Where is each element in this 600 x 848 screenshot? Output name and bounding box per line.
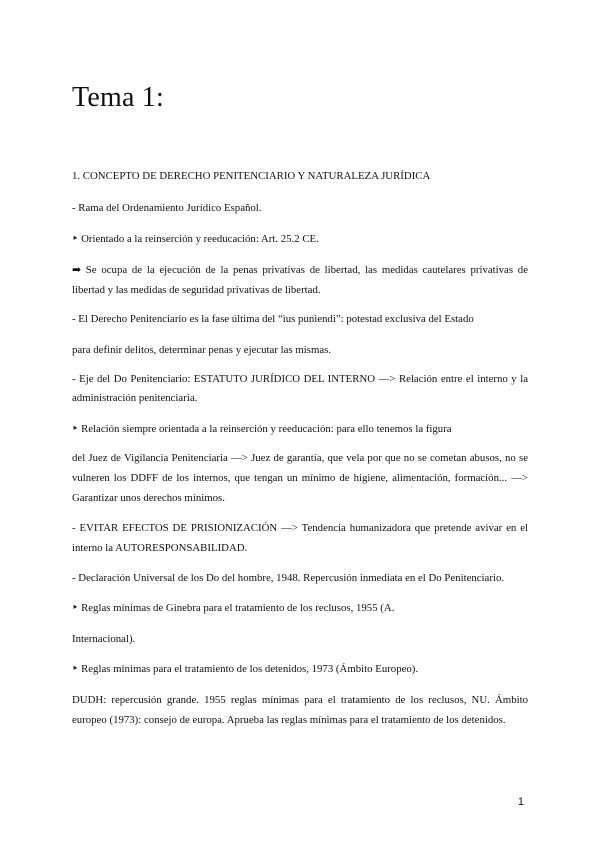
paragraph-rama: - Rama del Ordenamiento Jurídico Español. (72, 202, 262, 214)
paragraph-eje: - Eje del Do Penitenciario: ESTATUTO JURÍDICO DEL INTERNO —> Relación entre el interno y la administración penitenciaria. (72, 373, 528, 404)
paragraph-relacion: ‣ Relación siempre orientada a la reinserción y reeducación: para ello tenemos la figura (72, 423, 452, 435)
paragraph-definir-delitos: para definir delitos, determinar penas y ejecutar las mismas. (72, 344, 332, 356)
section-heading: 1. CONCEPTO DE DERECHO PENITENCIARIO Y NATURALEZA JURÍDICA (72, 170, 431, 182)
paragraph-ius-puniendi: - El Derecho Penitenciario es la fase última del “ius puniendi”: potestad exclusiva del Estado (72, 313, 474, 325)
page-number: 1 (517, 796, 524, 808)
paragraph-ejecucion: ➡ Se ocupa de la ejecución de la penas privativas de libertad, las medidas cautelares privativas de libertad y las medidas de seguridad privativas de libertad. (72, 264, 528, 296)
paragraph-juez-vigilancia: del Juez de Vigilancia Penitenciaria —> Juez de garantía, que vela por que no se cometan abusos, no se vulneren los DDFF de los internos, que tengan un mínimo de higiene, alimentación, formación... —> Garantizar unos derechos mínimos. (72, 452, 528, 504)
paragraph-declaracion: - Declaración Universal de los Do del hombre, 1948. Repercusión inmediata en el Do Penitenciario. (72, 572, 505, 584)
page-title: Tema 1: (72, 82, 164, 113)
paragraph-detenidos: ‣ Reglas mínimas para el tratamiento de los detenidos, 1973 (Ámbito Europeo). (72, 663, 419, 675)
paragraph-ginebra: ‣ Reglas mínimas de Ginebra para el tratamiento de los reclusos, 1955 (A. (72, 602, 395, 614)
paragraph-orientado: ‣ Orientado a la reinserción y reeducación: Art. 25.2 CE. (72, 233, 319, 245)
paragraph-dudh: DUDH: repercusión grande. 1955 reglas mínimas para el tratamiento de los reclusos, NU. Ámbito europeo (1973): consejo de europa. Aprueba las reglas mínimas para el tratamiento de los detenidos. (72, 694, 528, 726)
paragraph-prisionizacion: - EVITAR EFECTOS DE PRISIONIZACIÓN —> Tendencia humanizadora que pretende avivar en el interno la AUTORESPONSABILIDAD. (72, 522, 528, 554)
paragraph-internacional: Internacional). (72, 633, 136, 645)
